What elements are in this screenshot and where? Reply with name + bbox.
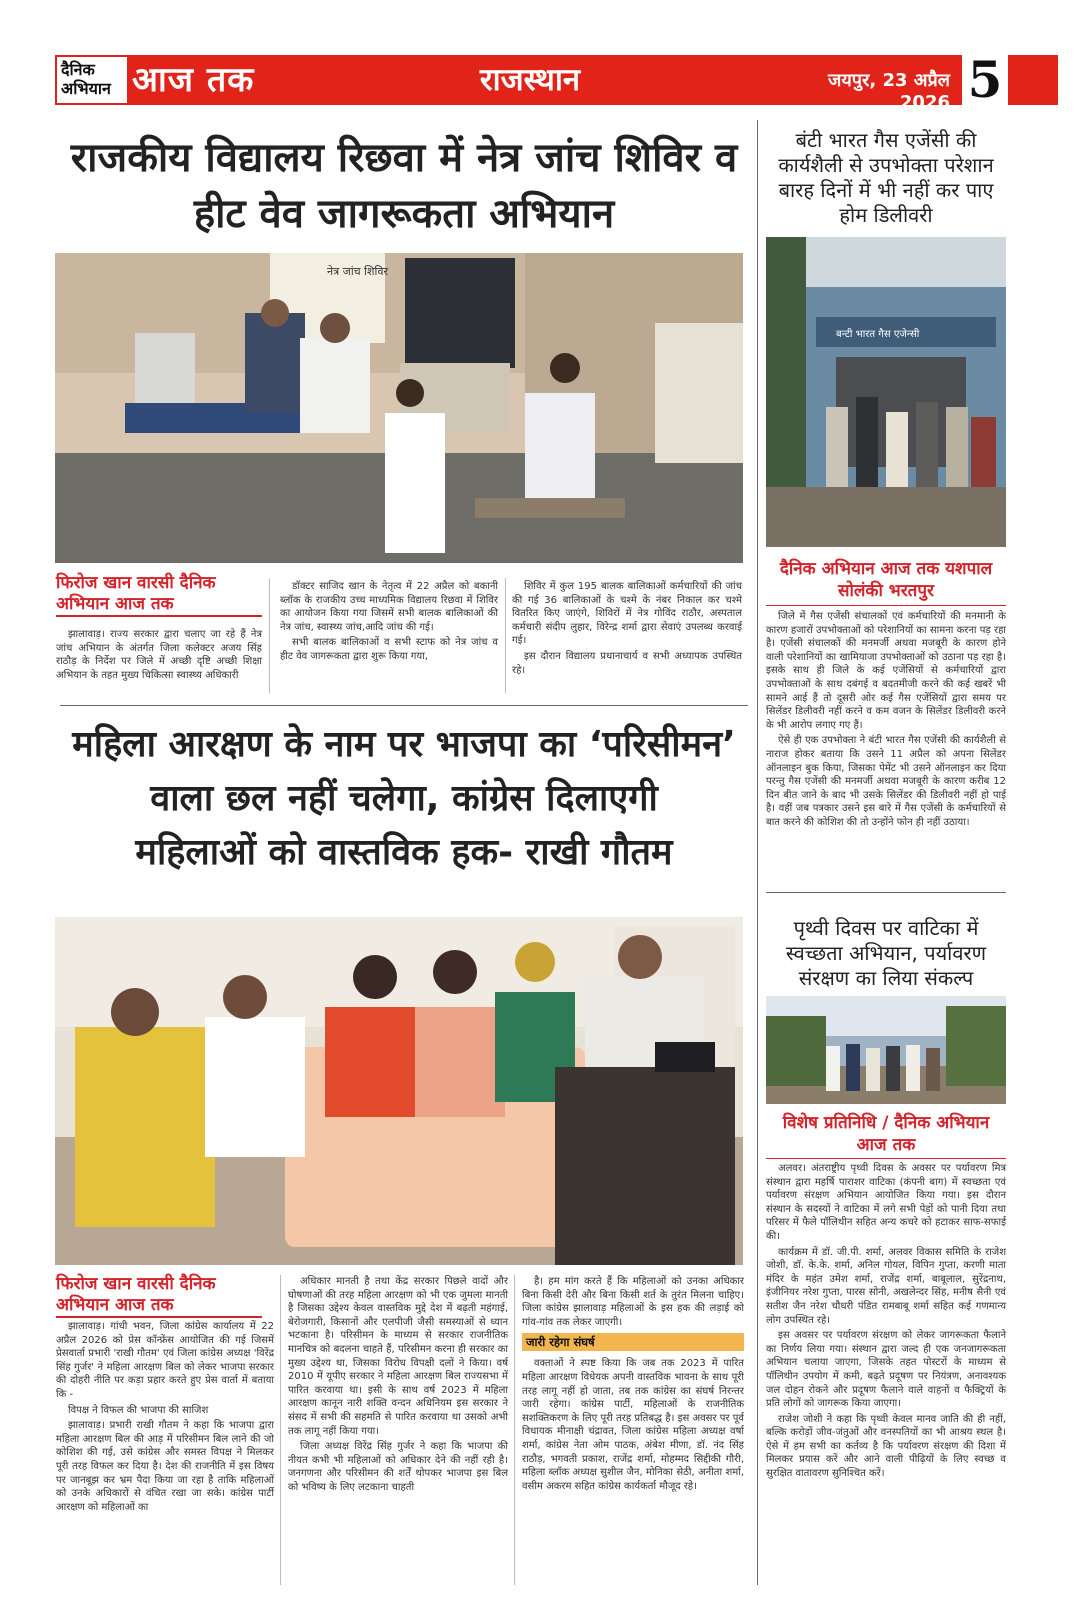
col-rule [269, 578, 270, 693]
story2-para: विपक्ष ने विफल की भाजपा की साजिश [68, 1404, 209, 1416]
story1-col1 [56, 628, 262, 684]
story2-para: जिला अध्यक्ष विरेंद्र सिंह गुर्जर ने कहा कि भाजपा की नीयत कभी भी महिलाओं को अधिकार देने की नहीं रही है। जनगणना और परिसीमन की शर्तें थोपकर भाजपा इस बिल को भविष्य के लिए लटकाना चाहती [288, 1441, 508, 1493]
story3-text [766, 610, 1006, 832]
photo-sign-text: बन्टी भारत गैस एजेन्सी [836, 329, 920, 340]
story4-text [766, 1162, 1006, 1483]
byline-underline [766, 1158, 1006, 1159]
story2-col2 [288, 1275, 508, 1497]
story2-para: वक्ताओं ने स्पष्ट किया कि जब तक 2023 में पारित महिला आरक्षण विधेयक अपनी वास्तविक भावना के साथ पूरी तरह लागू नहीं हो जाता, तब तक कांग्रेस का संघर्ष निरन्तर जारी रहेगा। कांग्रेस पार्टी, महिलाओं के राजनीतिक सशक्तिकरण के लिए पूरी तरह प्रतिबद्ध है। इस अवसर पर पूर्व विधायक मीनाक्षी चंद्रावत, जिला कांग्रेस महिला अध्यक्ष वर्षा शर्मा, कांग्रेस नेता ओम पाठक, अंबेश मीणा, डॉ. नंद सिंह राठौड़, भगवती प्रकाश, राजेंद्र शर्मा, मोहम्मद सिद्दीकी गौरी, महिला ब्लॉक अध्यक्ष सुशील जैन, मोनिका सेठी, अनीता शर्मा, वसीम अकरम सहित कांग्रेस कार्यकर्ता मौजूद रहे। [522, 1358, 744, 1492]
story2-photo [55, 917, 743, 1265]
story3-para: जिले में गैस एजेंसी संचालकों एवं कर्मचारियों की मनमानी के कारण हजारों उपभोक्ताओं को परेशानियों का सामना करना पड़ रहा है। एजेंसी संचालकों की मनमर्जी अथवा मजबूरी के कारण होने वाली परेशानियों का खामियाजा उपभोक्ताओं को उठाना पड़ रहा है। इसके साथ ही जिले के कई एजेंसियों से कर्मचारियों द्वारा उपभोक्ताओं के साथ दबंगई व बदतमीजी करने की कई खबरें भी सामने आई हैं तो दूसरी ओर कई गैस एजेंसियों द्वारा समय पर सिलेंडर डिलीवरी नहीं करने व कम वजन के सिलेंडर डिलीवरी करने के भी आरोप लगाए गए हैं। [766, 611, 1006, 731]
photo-banner-text: नेत्र जांच शिविर [327, 265, 388, 278]
story2-subhead: जारी रहेगा संघर्ष [522, 1333, 744, 1351]
story2-byline: फिरोज खान वारसी दैनिक अभियान आज तक [56, 1274, 262, 1318]
story2-headline [60, 718, 748, 880]
brand-top: दैनिक [61, 60, 95, 79]
story4-photo [766, 996, 1006, 1104]
story3-headline: बंटी भारत गैस एजेंसी की कार्यशैली से उपभोक्ता परेशान बारह दिनों में भी नहीं कर पाए होम डिलीवरी [778, 128, 994, 227]
story4-para: इस अवसर पर पर्यावरण संरक्षण को लेकर जागरूकता फैलाने का निर्णय लिया गया। संस्थान द्वारा जल्द ही एक जनजागरूकता अभियान चलाया जाएगा, जिसके तहत पोस्टरों के माध्यम से पॉलिथीन उपयोग में कमी, बढ़ते प्रदूषण पर नियंत्रण, अनावश्यक जल दोहन रोकने और प्रदूषण फैलाने वाले वाहनों व फैक्ट्रियों के प्रति लोगों को जागरूक किया जाएगा। [766, 1330, 1006, 1410]
story1-para: डॉक्टर साजिद खान के नेतृत्व में 22 अप्रैल को बकानी ब्लॉक के राजकीय उच्च माध्यमिक विद्यालय रिछवा में शिविर का आयोजन किया गया जिसमें सभी बालक बालिकाओं की नेत्र जांच, स्वास्थ्य जांच,आदि जांच की गई। [280, 581, 498, 633]
story2-para: अधिकार मानती है तथा केंद्र सरकार पिछले वादों और घोषणाओं की तरह महिला आरक्षण को भी एक जुमला मानती है जिसका उद्देश्य केवल वास्तविक मुद्दे देश में बढ़ती महंगाई, बेरोजगारी, किसानों और एलपीजी जैसी समस्याओं से ध्यान भटकाना है। परिसीमन के माध्यम से सरकार राजनीतिक मानचित्र को बदलना चाहते हैं, परिसीमन करना ही सरकार का मुख्य उद्देश्य था, जिसका विरोध विपक्षी दलों ने किया। वर्ष 2010 में यूपीए सरकार ने महिला आरक्षण बिल राज्यसभा में पारित करवाया था। इसी के साथ वर्ष 2023 में महिला आरक्षण कानून नारी शक्ति वन्दन अधिनियम इस सरकार ने संसद में सभी की सहमति से पारित करवाया था उसको अभी तक लागू नहीं किया गया। [288, 1276, 508, 1437]
story1-col3 [512, 580, 742, 679]
story2-headline-line: वाला छल नहीं चलेगा, कांग्रेस दिलाएगी [150, 778, 658, 819]
story2-para: झालावाड़। प्रभारी राखी गौतम ने कहा कि भाजपा द्वारा महिला आरक्षण बिल की आड़ में परिसीमन बिल लाने की जो कोशिश की गई, उसे कांग्रेस और समस्त विपक्ष ने मिलकर पूरी तरह विफल कर दिया है। देश की राजनीति में इस विषय पर जानबूझ कर भ्रम पैदा किया जा रहा है ताकि महिलाओं को उनके अधिकारों से वंचित रखा जा सके। कांग्रेस पार्टी आरक्षण को महिलाओं का [56, 1420, 274, 1513]
byline-underline [766, 605, 1006, 606]
story2-para: है। हम मांग करते हैं कि महिलाओं को उनका अधिकार बिना किसी देरी और बिना किसी शर्त के तुरंत मिलना चाहिए। जिला कांग्रेस झालावाड़ महिलाओं के इस हक की लड़ाई को गांव-गांव तक लेकर जाएगी। [522, 1276, 744, 1328]
page-number: 5 [962, 52, 1008, 108]
section-title: राजस्थान [479, 62, 581, 98]
col-rule [514, 1275, 515, 1585]
story4-para: कार्यक्रम में डॉ. जी.पी. शर्मा, अलवर विकास समिति के राजेश जोशी, डॉ. के.के. शर्मा, अनिल गोयल, विपिन गुप्ता, करणी माता मंदिर के महंत उमेश शर्मा, राजेंद्र शर्मा, बाबूलाल, सुरेंद्रनाथ, इंजीनियर नरेश गुप्ता, पारस सोनी, अखलेन्दर सिंह, मनीष सैनी एवं सतीश जैन नरेश चौधरी पंडित रामबाबू शर्मा सहित कई गणमान्य लोग उपस्थित रहे। [766, 1246, 1006, 1326]
story3-byline: दैनिक अभियान आज तक यशपाल सोलंकी भरतपुर [779, 559, 993, 601]
brand-logo: आज तक [132, 60, 255, 100]
logo-box [57, 57, 127, 103]
story2-headline-line: महिला आरक्षण के नाम पर भाजपा का ‘परिसीमन’ [72, 724, 736, 765]
story4-para: राजेश जोशी ने कहा कि पृथ्वी केवल मानव जाति की ही नहीं, बल्कि करोड़ों जीव-जंतुओं और वनस्पतियों का भी आश्रय स्थल है। ऐसे में हम सभी का कर्तव्य है कि पर्यावरण संरक्षण की दिशा में मिलकर प्रयास करें और आने वाली पीढ़ियों के लिए स्वच्छ व सुरक्षित वातावरण सुनिश्चित करें। [766, 1413, 1006, 1480]
story1-para: शिविर में कुल 195 बालक बालिकाओं कर्मचारियों की जांच की गई 36 बालिकाओं के चश्मे के नंबर निकाल कर चश्मे वितरित किए जाएंगे, शिविरों में नेत्र गोविंद राठौर, अस्पताल कर्मचारी संदीप लुहार, विरेन्द्र शर्मा द्वारा सेवाएं उपलब्ध करवाई गई। [512, 581, 742, 647]
col-rule [280, 1275, 281, 1585]
story1-headline: राजकीय विद्यालय रिछवा में नेत्र जांच शिविर व हीट वेव जागरूकता अभियान [70, 135, 738, 237]
story2-col1 [56, 1320, 274, 1516]
story1-photo [55, 253, 743, 563]
story1-col2 [280, 580, 498, 666]
story-divider [60, 705, 748, 706]
story1-para: इस दौरान विद्यालय प्रधानाचार्य व सभी अध्यापक उपस्थित रहे। [512, 650, 742, 676]
story3-photo [766, 237, 1006, 547]
side-story-divider [766, 892, 1006, 893]
dateline: जयपुर, 23 अप्रैल 2026 [828, 70, 950, 113]
story4-headline: पृथ्वी दिवस पर वाटिका में स्वच्छता अभियान, पर्यावरण संरक्षण का लिया संकल्प [785, 916, 987, 990]
story4-para: अलवर। अंतराष्ट्रीय पृथ्वी दिवस के अवसर पर पर्यावरण मित्र संस्थान द्वारा महर्षि पाराशर वाटिका (कंपनी बाग) में स्वच्छता एवं पर्यावरण संरक्षण अभियान आयोजित किया गया। इस दौरान संस्थान के सदस्यों ने वाटिका में लगे सभी पेड़ों को पानी दिया तथा परिसर में फैले पॉलिथीन सहित अन्य कचरे को हटाकर साफ-सफाई की। [766, 1163, 1006, 1242]
story4-byline: विशेष प्रतिनिधि / दैनिक अभियान आज तक [782, 1113, 990, 1155]
col-rule [505, 578, 506, 693]
story1-byline: फिरोज खान वारसी दैनिक अभियान आज तक [56, 573, 262, 617]
story1-para: झालावाड़। राज्य सरकार द्वारा चलाए जा रहे हैं नेत्र जांच अभियान के अंतर्गत जिला कलेक्टर अजय सिंह राठौड़ के निर्देश पर जिले में अच्छी दृष्टि अच्छी शिक्षा अभियान के तहत मुख्य चिकित्सा स्वास्थ्य अधिकारी [56, 629, 262, 681]
story2-headline-line: महिलाओं को वास्तविक हक- राखी गौतम [135, 832, 673, 873]
story2-para: झालावाड़। गांधी भवन, जिला कांग्रेस कार्यालय में 22 अप्रैल 2026 को प्रेस कॉन्फ्रेंस आयोजित की गई जिसमें प्रेसवार्ता प्रभारी 'राखी गौतम' एवं जिला कांग्रेस अध्यक्ष 'विरेंद्र सिंह गुर्जर' ने महिला आरक्षण बिल को लेकर भाजपा सरकार की दोहरी नीति पर कड़ा प्रहार करते हुए प्रेस वार्ता में बताया कि - [56, 1321, 274, 1400]
story2-col3 [522, 1275, 744, 1495]
story3-para: ऐसे ही एक उपभोक्ता ने बंटी भारत गैस एजेंसी की कार्यशैली से नाराज होकर बताया कि उसने 11 अप्रैल को अपना सिलेंडर ऑनलाइन बुक किया, जिसका पेमेंट भी उसने ऑनलाइन कर दिया परन्तु गैस एजेंसी की मनमर्जी अथवा मजबूरी के कारण करीब 12 दिन बीत जाने के बाद भी उसके सिलेंडर की डिलीवरी नहीं हो पाई है। वहीं जब पत्रकार उसने इस बारे में गैस एजेंसी के कर्मचारियों से बात करने की कोशिश की तो उन्होंने फोन ही नहीं उठाया। [766, 735, 1006, 828]
story1-para: सभी बालक बालिकाओं व सभी स्टाफ को नेत्र जांच व हीट वेव जागरूकता द्वारा शुरू किया गया, [280, 637, 498, 662]
brand-bottom: अभियान [61, 79, 111, 98]
column-divider [757, 120, 758, 1585]
